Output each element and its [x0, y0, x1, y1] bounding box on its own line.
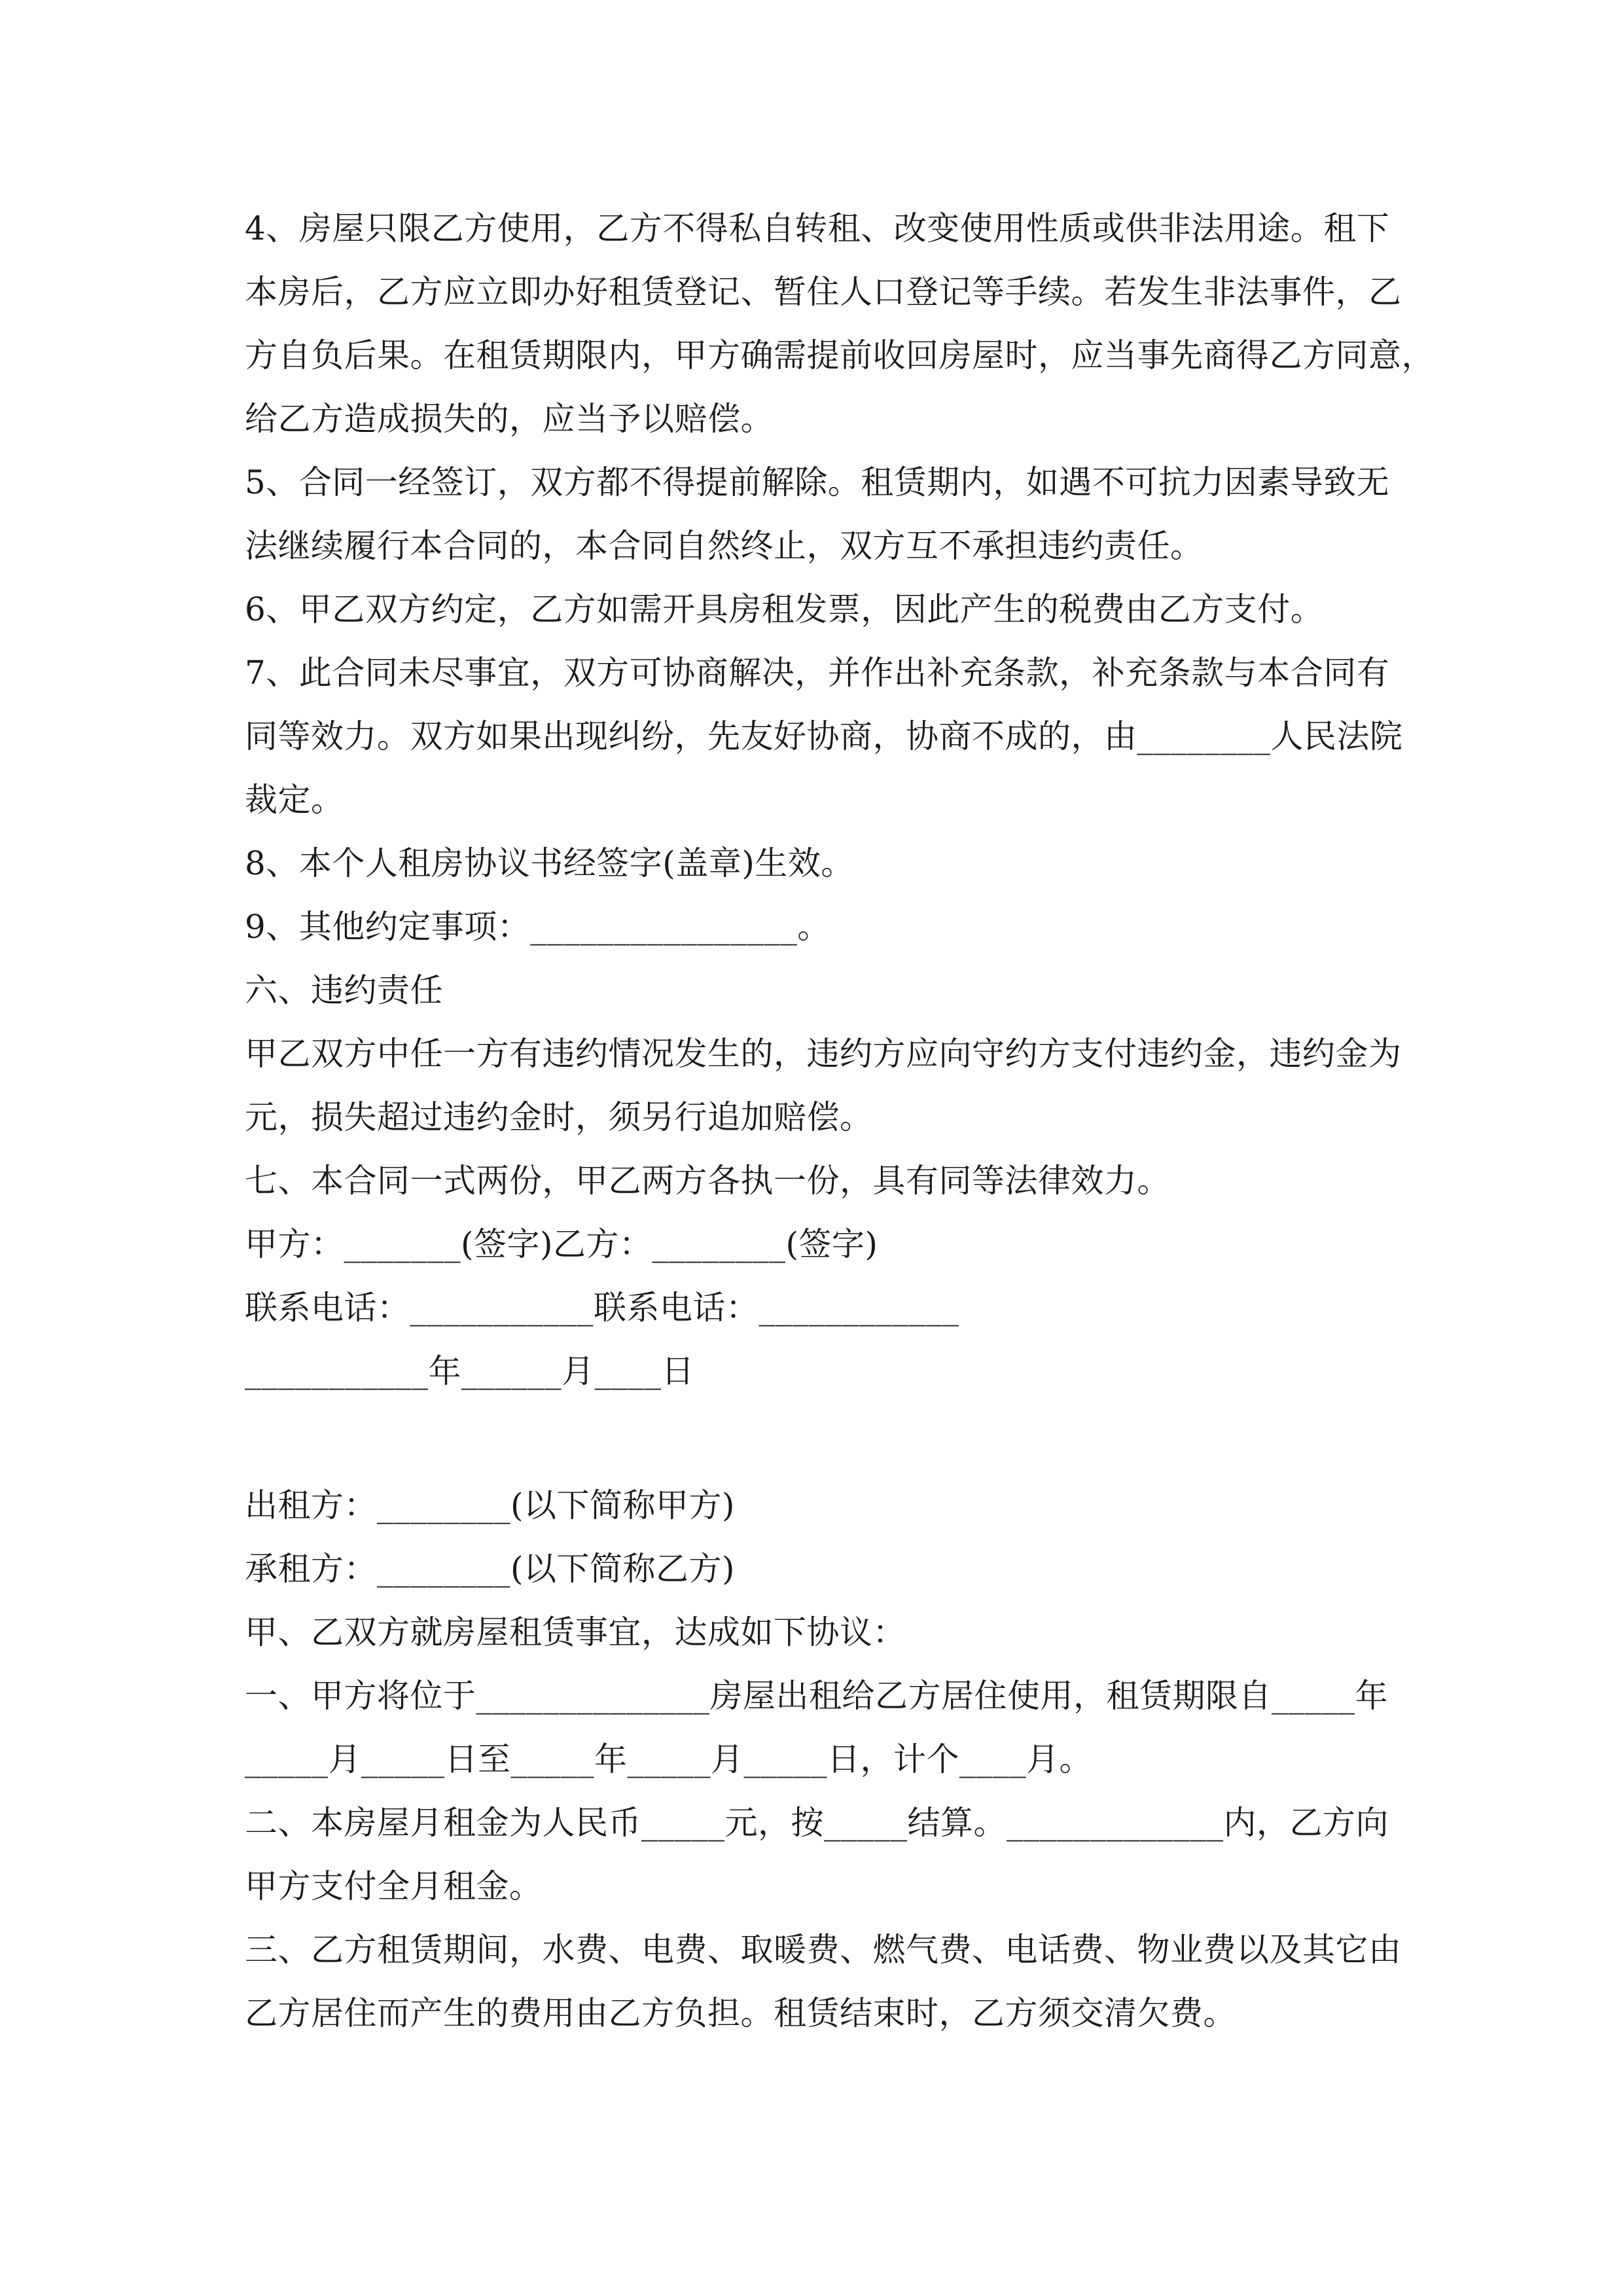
date-line: ___________年______月____日 — [245, 1352, 694, 1390]
contract-section-agreement — [245, 1474, 1402, 2045]
text-line: 二、本房屋月租金为人民币_____元，按_____结算。_____________内，乙方向 — [245, 1804, 1389, 1842]
phone-line: 联系电话：___________联系电话：____________ — [245, 1289, 959, 1327]
signature-line: 甲方：_______(签字)乙方：________(签字) — [245, 1225, 878, 1263]
text-line: 七、本合同一式两份，甲乙两方各执一份，具有同等法律效力。 — [245, 1162, 1170, 1200]
text-line: 甲乙双方中任一方有违约情况发生的，违约方应向守约方支付违约金，违约金为 — [245, 1035, 1402, 1073]
text-line: 7、此合同未尽事宜，双方可协商解决，并作出补充条款，补充条款与本合同有 — [245, 654, 1390, 692]
text-line: 8、本个人租房协议书经签字(盖章)生效。 — [245, 844, 854, 882]
text-line: 裁定。 — [245, 781, 344, 819]
text-line: 元，损失超过违约金时，须另行追加赔偿。 — [245, 1098, 873, 1136]
text-line: 法继续履行本合同的，本合同自然终止，双方互不承担违约责任。 — [245, 527, 1204, 565]
text-line: 甲、乙双方就房屋租赁事宜，达成如下协议： — [245, 1613, 906, 1651]
text-line: 乙方居住而产生的费用由乙方负担。租赁结束时，乙方须交清欠费。 — [245, 1994, 1236, 2032]
text-line: _____月_____日至_____年_____月_____日，计个____月。 — [245, 1740, 1092, 1778]
lessee-line: 承租方：________(以下简称乙方) — [245, 1550, 736, 1588]
text-line: 本房后，乙方应立即办好租赁登记、暂住人口登记等手续。若发生非法事件，乙 — [245, 273, 1402, 311]
text-line: 三、乙方租赁期间，水费、电费、取暖费、燃气费、电话费、物业费以及其它由 — [245, 1931, 1402, 1969]
text-line: 方自负后果。在租赁期限内，甲方确需提前收回房屋时，应当事先商得乙方同意， — [245, 336, 1435, 374]
text-line: 同等效力。双方如果出现纠纷，先友好协商，协商不成的，由________人民法院 — [245, 717, 1403, 755]
lessor-line: 出租方：________(以下简称甲方) — [245, 1486, 736, 1524]
text-line: 给乙方造成损失的，应当予以赔偿。 — [245, 400, 774, 438]
contract-section-clauses — [245, 197, 1435, 1403]
text-line: 5、合同一经签订，双方都不得提前解除。租赁期内，如遇不可抗力因素导致无 — [245, 463, 1390, 501]
section-heading: 六、违约责任 — [245, 971, 443, 1009]
text-line: 4、房屋只限乙方使用，乙方不得私自转租、改变使用性质或供非法用途。租下 — [245, 209, 1390, 247]
text-line: 甲方支付全月租金。 — [245, 1867, 543, 1905]
text-line: 9、其他约定事项：________________。 — [245, 908, 830, 946]
text-line: 6、甲乙双方约定，乙方如需开具房租发票，因此产生的税费由乙方支付。 — [245, 590, 1324, 628]
text-line: 一、甲方将位于______________房屋出租给乙方居住使用，租赁期限自_____年 — [245, 1677, 1388, 1715]
